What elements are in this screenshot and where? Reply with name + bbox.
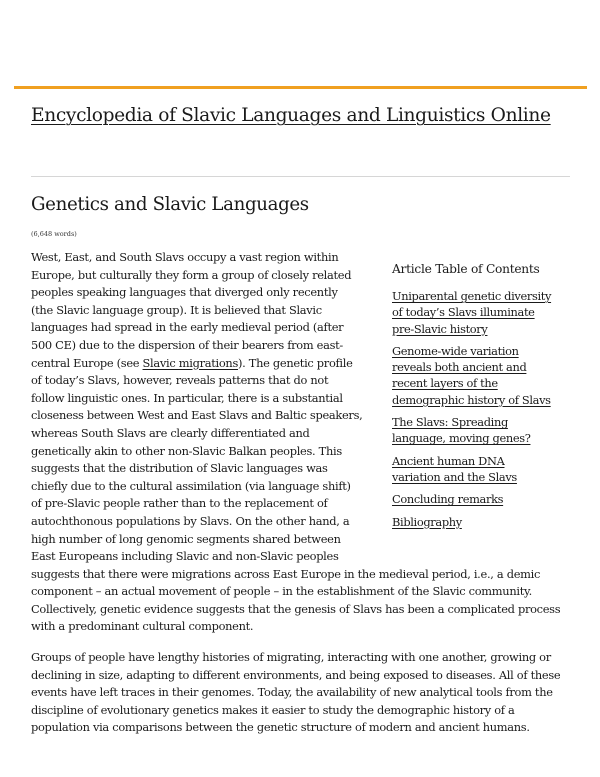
article-paragraph-2: Groups of people have lengthy histories of migrating, interacting with one another, growing or declining in size, adapting to different environments, and being exposed to diseases. All of these events have left traces in their genomes. Today, the availability of new analytical tools from the discipline of evolutionary genetics makes it easier to study the demographic history of a population via comparisons between the genetic structure of modern and ancient humans.	[31, 650, 561, 735]
toc-link-uniparental-diversity[interactable]: Uniparental genetic diversity of today’s Slavs illuminate pre-Slavic history	[392, 289, 552, 336]
toc-link-concluding-remarks[interactable]: Concluding remarks	[392, 492, 504, 507]
header-divider	[31, 176, 570, 177]
toc-link-bibliography[interactable]: Bibliography	[392, 514, 462, 529]
slavic-migrations-link[interactable]: Slavic migrations	[142, 355, 238, 370]
toc-heading: Article Table of Contents	[392, 262, 540, 276]
article-paragraph-1: West, East, and South Slavs occupy a vast region within Europe, but culturally they form a group of closely related peoples speaking languages that diverged only recently (the Slavic language group). It is believed that Slavic languages had spread in the early medieval period (after 500 CE) due to the dispersion of their bearers from east- central Europe (see Slavic migrations). The genetic profile of today’s Slavs, however, reveals patterns that do not follow linguistic ones. In particular, there is a substantial closeness between West and East Slavs and Baltic speakers, whereas South Slavs are clearly differentiated and genetically akin to other non-Slavic Balkan peoples. This suggests that the distribution of Slavic languages was chiefly due to the cultural assimilation (via language shift) of pre-Slavic people rather than to the replacement of autochthonous populations by Slavs. On the other hand, a high number of long genomic segments shared between East Europeans including Slavic and non-Slavic peoples suggests that there were migrations across East Europe in the medieval period, i.e., a demic component – an actual movement of people – in the establishment of the Slavic community. Collectively, genetic evidence suggests that the genesis of Slavs has been a complicated process with a predominant cultural component.	[31, 250, 561, 634]
word-count: (6,648 words)	[31, 230, 77, 238]
header-accent-rule	[14, 86, 587, 89]
toc-link-genome-wide-variation[interactable]: Genome-wide variation reveals both ancient and recent layers of the demographic history of Slavs	[392, 343, 551, 407]
article-title: Genetics and Slavic Languages	[31, 194, 309, 215]
toc-link-ancient-dna[interactable]: Ancient human DNA variation and the Slavs	[392, 453, 517, 484]
site-title-link[interactable]: Encyclopedia of Slavic Languages and Linguistics Online	[31, 105, 551, 126]
toc-link-spreading-language[interactable]: The Slavs: Spreading language, moving genes?	[392, 415, 531, 446]
article-body	[31, 249, 559, 748]
